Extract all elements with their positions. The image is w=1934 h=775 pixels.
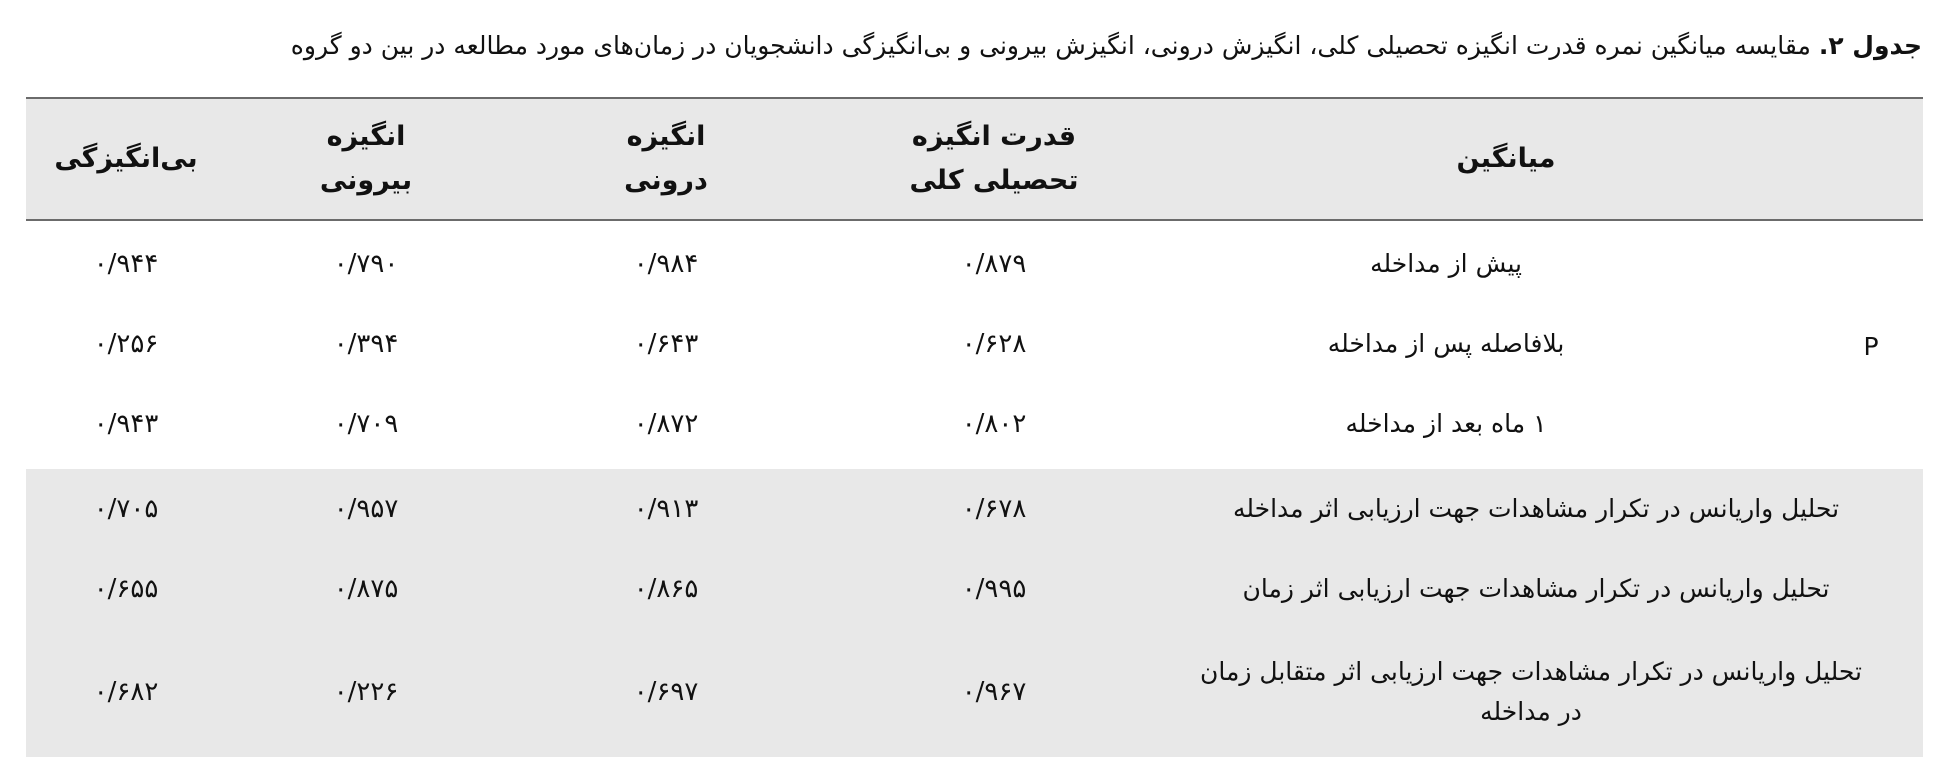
cell-intrinsic: ۰/۸۷۲ bbox=[633, 409, 699, 439]
cell-extrinsic: ۰/۷۹۰ bbox=[333, 249, 399, 279]
header-intrinsic: انگیزه درونی bbox=[624, 121, 708, 196]
row-label: بلافاصله پس از مداخله bbox=[1327, 329, 1565, 358]
row-label: تحلیل واریانس در تکرار مشاهدات جهت ارزیابی اثر مداخله bbox=[1232, 494, 1840, 523]
header-academic-total: قدرت انگیزه تحصیلی کلی bbox=[909, 121, 1079, 196]
cell-extrinsic: ۰/۳۹۴ bbox=[333, 329, 399, 359]
header-amotivation: بی‌انگیزگی bbox=[54, 143, 198, 174]
cell-intrinsic: ۰/۸۶۵ bbox=[633, 574, 699, 604]
cell-intrinsic: ۰/۶۹۷ bbox=[633, 676, 699, 707]
row-label: پیش از مداخله bbox=[1370, 249, 1522, 278]
header-mean: میانگین bbox=[1456, 143, 1556, 174]
header-extrinsic: انگیزه بیرونی bbox=[319, 121, 413, 196]
cell-academic-total: ۰/۸۷۹ bbox=[961, 249, 1027, 279]
results-table bbox=[26, 97, 1923, 757]
cell-academic-total: ۰/۹۶۷ bbox=[961, 676, 1027, 707]
table-caption bbox=[60, 28, 1922, 64]
cell-academic-total: ۰/۸۰۲ bbox=[961, 409, 1027, 439]
cell-amotivation: ۰/۶۸۲ bbox=[93, 676, 159, 707]
row-label: ۱ ماه بعد از مداخله bbox=[1345, 409, 1547, 438]
cell-extrinsic: ۰/۲۲۶ bbox=[333, 676, 399, 707]
cell-amotivation: ۰/۷۰۵ bbox=[93, 494, 159, 524]
cell-intrinsic: ۰/۹۸۴ bbox=[633, 249, 699, 279]
cell-intrinsic: ۰/۶۴۳ bbox=[633, 329, 699, 359]
row-label: تحلیل واریانس در تکرار مشاهدات جهت ارزیابی اثر متقابل زمان در مداخله bbox=[1200, 656, 1862, 726]
caption-text: مقایسه میانگین نمره قدرت انگیزه تحصیلی کلی، انگیزش درونی، انگیزش بیرونی و بی‌انگیزگی دانشجویان در زمان‌های مورد مطالعه در بین دو گروه bbox=[290, 31, 1819, 60]
row-label: تحلیل واریانس در تکرار مشاهدات جهت ارزیابی اثر زمان bbox=[1242, 574, 1830, 603]
caption-label: جدول ۲. bbox=[1818, 31, 1922, 60]
cell-academic-total: ۰/۹۹۵ bbox=[961, 574, 1027, 604]
cell-amotivation: ۰/۹۴۴ bbox=[93, 249, 159, 279]
cell-extrinsic: ۰/۷۰۹ bbox=[333, 409, 399, 439]
cell-amotivation: ۰/۲۵۶ bbox=[93, 329, 159, 359]
cell-amotivation: ۰/۶۵۵ bbox=[93, 574, 159, 604]
p-label: P bbox=[1863, 331, 1879, 361]
cell-academic-total: ۰/۶۷۸ bbox=[961, 494, 1027, 524]
cell-amotivation: ۰/۹۴۳ bbox=[93, 409, 159, 439]
cell-extrinsic: ۰/۹۵۷ bbox=[333, 494, 399, 524]
cell-extrinsic: ۰/۸۷۵ bbox=[333, 574, 399, 604]
cell-intrinsic: ۰/۹۱۳ bbox=[633, 494, 699, 524]
cell-academic-total: ۰/۶۲۸ bbox=[961, 329, 1027, 359]
